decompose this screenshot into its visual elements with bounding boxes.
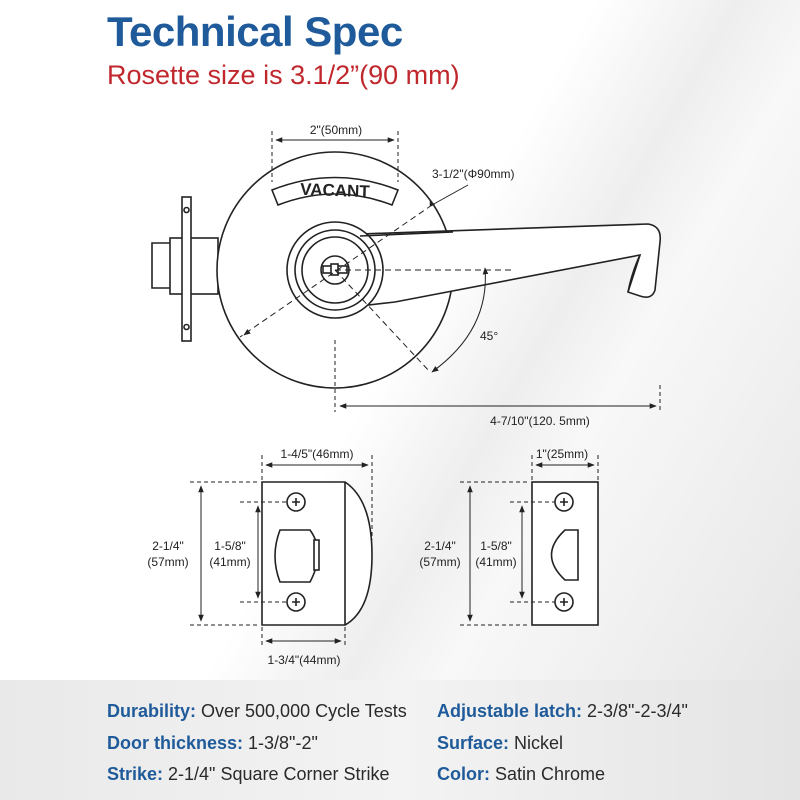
spec-key: Adjustable latch: — [437, 701, 583, 721]
latch-plate-drawing — [262, 482, 372, 625]
spec-door-thickness — [107, 733, 318, 754]
spec-value: Over 500,000 Cycle Tests — [196, 701, 407, 721]
dim-latch-outer-in: 2-1/4" — [152, 539, 184, 553]
spec-surface — [437, 733, 563, 754]
spec-key: Door thickness: — [107, 733, 244, 753]
dim-latch-outer-mm: (57mm) — [147, 555, 189, 569]
vacant-label: VACANT — [299, 179, 371, 202]
latch-bolt-opening — [275, 530, 318, 582]
dim-latch-inner-in: 1-5/8" — [214, 539, 246, 553]
dim-latch-inner-mm: (41mm) — [209, 555, 251, 569]
dim-angle: 45° — [480, 329, 499, 343]
spec-strike — [107, 764, 390, 785]
spec-value: 2-3/8"-2-3/4" — [582, 701, 688, 721]
lever-handle — [360, 224, 660, 306]
dim-strike-outer-mm: (57mm) — [419, 555, 461, 569]
dim-latch-top: 1-4/5"(46mm) — [280, 447, 354, 461]
spec-key: Durability: — [107, 701, 197, 721]
page-subtitle: Rosette size is 3.1/2”(90 mm) — [107, 60, 460, 90]
spec-value: Satin Chrome — [490, 764, 606, 784]
dim-strike-inner-in: 1-5/8" — [480, 539, 512, 553]
dim-strike-top: 1"(25mm) — [535, 447, 589, 461]
dim-latch-bottom: 1-3/4"(44mm) — [267, 653, 341, 667]
strike-plate-drawing — [532, 482, 598, 625]
page-title: Technical Spec — [107, 8, 403, 55]
spec-value: 2-1/4" Square Corner Strike — [163, 764, 390, 784]
spec-durability — [107, 701, 407, 722]
latch-tube — [170, 238, 218, 294]
spec-value: 1-3/8"-2" — [243, 733, 318, 753]
dim-lever-width: 2"(50mm) — [309, 123, 363, 137]
dim-strike-inner-mm: (41mm) — [475, 555, 517, 569]
dim-strike-outer-in: 2-1/4" — [424, 539, 456, 553]
dim-rosette: 3-1/2"(Φ90mm) — [432, 167, 515, 181]
spec-key: Strike: — [107, 764, 164, 784]
spec-key: Surface: — [437, 733, 510, 753]
spec-adjustable-latch — [437, 701, 688, 722]
spec-color — [437, 764, 605, 785]
spec-value: Nickel — [509, 733, 564, 753]
spec-key: Color: — [437, 764, 490, 784]
face-plate — [182, 197, 191, 341]
dim-lever-length: 4-7/10"(120. 5mm) — [490, 414, 590, 428]
